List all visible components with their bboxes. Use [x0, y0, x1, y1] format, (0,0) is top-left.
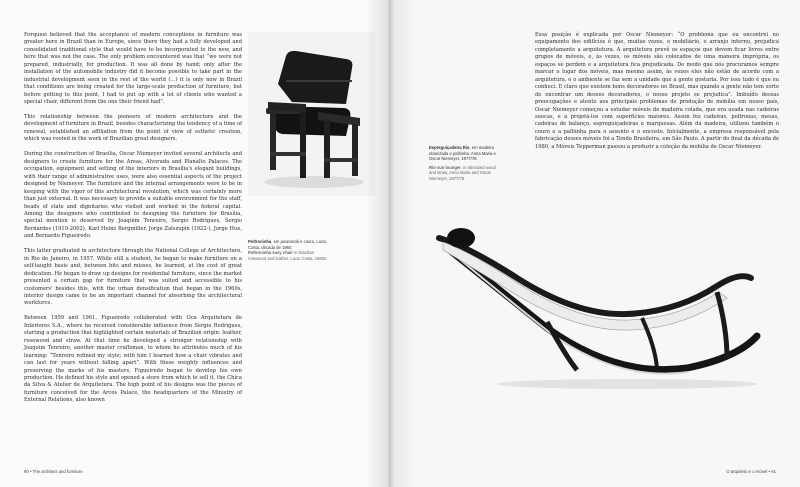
- poltroninha-chair-photo: [248, 32, 375, 196]
- left-folio: 90 • The architect and furniture: [24, 469, 83, 474]
- chair-caption-en: Poltroninha easy chair in brazilian rosewood and leather, Lucio Costa, 1960s.: [248, 250, 328, 261]
- right-folio: O arquiteto e o móvel • 91: [726, 469, 776, 474]
- left-paragraph-1: Forquesi believed that the acceptance of modern conceptions in furniture was greater here in Brazil than in Europe, since there they had a fully developed and consolidated traditional style that would have to be incorporated to the new, and here that was not the case. The only problem encountered was that “we were not prepared, industrially, for production. It was all done by hand; only after the installation of the automobile industry did it become possible to take part in the industrial development seen in the rest of the world (…) it is only now in Brazil that conditions are being created for the large-scale production of furniture, but before getting to this point, I had to put up with a lot of clients who wanted a special chair, different from the one their friend had”.: [24, 32, 242, 106]
- right-paragraph: Essa posição é explicada por Oscar Niemeyer: “O problema que eu encontrei no equipamento dos edifícios é que, muitas vezes, o mobiliário, o arranjo interno, prejudica completamente a arquitetura. A arquitetura prevê os espaços que devem ficar livres entre grupos de móveis, e, às vezes, os móveis são colocados de uma maneira imprópria, os espaços se perdem e a arquitetura fica prejudicada. De modo que nós procuramos sempre marcar o lugar dos móveis, mas mesmo assim, às vezes eles não estão de acordo com a arquitetura, e o ambiente se faz sem a unidade que a gente gostaria. Por isso tudo é que eu conheci. E claro que existem bons decoradores no Brasil, mas quando a gente não tem sorte de encontrar um desses decoradores, o nosso projeto se prejudica”. Imbuído dessas preocupações e atento aos principais problemas de produção de mobília em nosso país, Oscar Niemeyer começou a estudar móveis de madeira colada, que era usada nas cadeiras suecas, e a projetá-los com superfícies maiores. Assim fez cadeiras, poltronas, mesas, cadeiras de balanço, espreguiçadeiras e marquesas. Além da madeira, utilizou também o couro e a palhinha para o assento e o encosto. Inicialmente, a empresa responsável pela fabricação desses móveis foi a Tendo Brasileira, em São Paulo. A partir do final da década de 1980, a Móveis Tepperman passou a produzir a coleção da mobília de Oscar Niemeyer.: [535, 32, 779, 150]
- armchair-illustration: [248, 32, 375, 196]
- left-paragraph-5: Between 1959 and 1961, Figueiredo collaborated with Oca Arquitetura de Interiores S.A., where he received considerable influence from Sergio Rodrigues, starting a production that highlighted certain materials of Brazilian origin: leather, rosewood and straw. At that time he developed a stronger relationship with Joaquim Tenreiro, another master craftsman, to whom he attributes much of his learning: “Tenreiro refined my style; with him I learned how a chair vibrates and can last for years without falling apart”. With these weighty influences and preserving the marks of his masters, Figueiredo began to develop his own production. He defined his style and opened a store from which to sell it, the Chica da Silva & Atelier de Arquitetura. The high point of his designs was the pieces of furniture conceived for the Arcos Palace, the headquarters of the Ministry of External Relations, also known: [24, 315, 242, 404]
- rio-lounger-photo: [427, 218, 767, 390]
- chair-caption: [248, 239, 328, 261]
- left-paragraph-4: This latter graduated in architecture through the National College of Architecture, in Rio de Janeiro, in 1957. While still a student, he began to make furniture on a self-taught basis and, between bits and misses, he learned, at the cost of great dedication. He began to draw up designs for residential furniture, since the market presented a certain gap for furniture that was suited and accessible to his customers' besides this, with the urban densification that began in the 1960s, interior design came to be an important channel for absorbing the architectural workforce.: [24, 248, 242, 307]
- left-paragraph-3: During the construction of Brasília, Oscar Niemeyer invited several architects and designers to create furniture for the Areas, Alvorada and Planalto Palaces. The occupation, equipment and setting of the interiors in Brasília's elegant buildings, with their range of administrative uses, were also essential aspects of the project designed by Niemeyer. The furniture and the internal arrangements were to be in keeping with the vigor of this architectural revolution, which was certainly more than just external. It was necessary to provide a suitable environment for the staff, heads of state and dignitaries who visited and worked in the federal capital. Among the designers who contributed to designing the furniture for Brasília, special mention is deserved by Joaquim Tenreiro, Sergio Rodrigues, Sergio Bernardes (1919-2002), Karl Heinz Bergmiller, Jorge Zalszupin (1922-), Jorge Hue, and Bernardo Figueiredo.: [24, 151, 242, 240]
- chair-caption-pt: Poltroninha, em jacarandá e couro, Lucio Costa, década de 1960.: [248, 239, 327, 250]
- right-page: [387, 0, 800, 487]
- lounger-illustration: [427, 218, 767, 390]
- rio-caption-pt: Espreguiçadeira Rio, em madeira ebanizada e palhinha, Anna Maria e Oscar Niemeyer, 1977/78.: [429, 145, 496, 162]
- rio-caption-en: Rio sun lounger, in ebonized wood and straw, Anna Maria and Oscar Niemeyer, 1977/78.: [429, 164, 496, 181]
- left-page: [0, 0, 387, 487]
- left-paragraph-2: This relationship between the pioneers of modern architecture and the development of furniture in Brazil, besides characterizing the tendency of a time of renewal, established an affiliation from the point of view of esthetic creation, which was rooted in the work of Brazilian great designers.: [24, 114, 242, 143]
- rio-caption: [429, 145, 499, 182]
- left-body-text: [24, 32, 242, 412]
- right-body-text: [535, 32, 779, 151]
